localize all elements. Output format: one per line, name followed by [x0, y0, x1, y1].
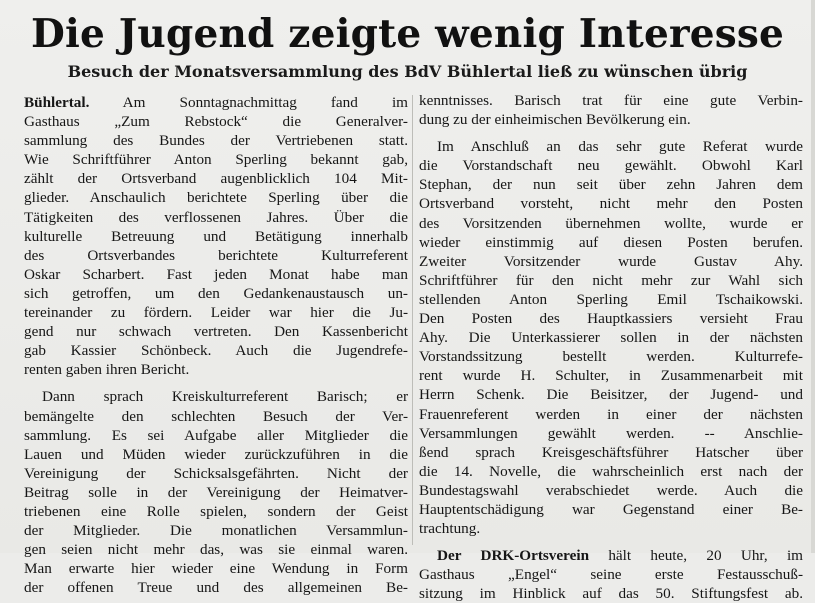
line-text: glieder. Anschaulich berichtete Sperling über die — [24, 189, 408, 207]
article-paragraph — [24, 387, 408, 597]
text-line — [419, 462, 803, 481]
text-line — [419, 443, 803, 462]
text-line — [24, 208, 408, 227]
column-separator — [412, 95, 413, 545]
line-text: Gasthaus „Engel“ seine erste Festausschuß- — [419, 566, 803, 584]
text-line — [24, 445, 408, 464]
text-line — [419, 347, 803, 366]
line-text: sich getroffen, um den Gedankenaustausch un- — [24, 284, 408, 302]
text-line — [24, 540, 408, 559]
text-line — [419, 110, 803, 129]
line-text: der Mitglieder. Die monatlichen Versammlun- — [24, 522, 408, 540]
article-paragraph — [24, 93, 408, 379]
text-line — [24, 150, 408, 169]
line-text: Stephan, der nun seit über zehn Jahren dem — [419, 176, 803, 194]
line-text: Hauptentschädigung war Gegenstand einer Be- — [419, 500, 803, 518]
line-text: gab Kassier Schönbeck. Auch die Jugendrefe- — [24, 342, 408, 360]
article-paragraph — [419, 137, 803, 538]
text-line — [24, 227, 408, 246]
text-line — [419, 233, 803, 252]
line-text: triebenen eine Rolle spielen, sondern der Geist — [24, 502, 408, 520]
line-text: tereinander zu fördern. Leider war hier die Ju- — [24, 304, 408, 322]
line-text: wieder einstimmig auf diesen Posten berufen. — [419, 233, 803, 251]
line-text: die 14. Novelle, die wahrscheinlich erst nach der — [419, 462, 803, 480]
line-text: kulturelle Betreuung und Betätigung innerhalb — [24, 227, 408, 245]
text-line — [24, 246, 408, 265]
headline: Die Jugend zeigte wenig Interesse — [30, 11, 785, 57]
line-text: gend nur schwach vertreten. Den Kassenbericht — [24, 323, 408, 341]
line-text: gen seien nicht mehr das, was sie einmal waren. — [24, 541, 408, 559]
line-text: Herrn Schenk. Die Beisitzer, der Jugend- und — [419, 386, 803, 404]
line-text: Gasthaus „Zum Rebstock“ die Generalver- — [24, 113, 408, 131]
text-line — [419, 328, 803, 347]
line-text: Oskar Scharbert. Fast jeden Monat habe man — [24, 265, 408, 283]
text-line — [419, 290, 803, 309]
line-text: des Ortsverbandes berichtete Kulturreferent — [24, 246, 408, 264]
text-line — [24, 131, 408, 150]
paragraph-gap — [24, 379, 408, 387]
line-text: Am Sonntagnachmittag fand im — [89, 94, 408, 111]
text-line — [24, 426, 408, 445]
text-line — [419, 519, 803, 538]
line-text: sammlung des Bundes der Vertriebenen statt. — [24, 132, 408, 150]
text-line — [24, 169, 408, 188]
text-line — [24, 387, 408, 406]
line-text: rent wurde H. Schulter, in Zusammenarbeit mit — [419, 367, 803, 385]
text-line — [24, 322, 408, 341]
line-text: zählt der Ortsverband augenblicklich 104 Mit- — [24, 170, 408, 188]
line-text: Versammlungen gewählt werden. -- Anschlie- — [419, 424, 803, 442]
line-text: Ahy. Die Unterkassierer sollen in der nächsten — [419, 329, 803, 347]
text-line — [419, 500, 803, 519]
line-text: die Vorstandschaft neu gewählt. Obwohl Karl — [419, 157, 803, 175]
text-line — [419, 309, 803, 328]
line-text: kenntnisses. Barisch trat für eine gute Verbin- — [419, 92, 803, 109]
paragraph-gap — [419, 129, 803, 137]
line-text: stellenden Anton Sperling Emil Tschaikowski. — [419, 290, 803, 308]
line-text: Den Posten des Hauptkassiers versieht Frau — [419, 310, 803, 328]
paragraph-gap — [419, 538, 803, 546]
line-text: Im Anschluß an das sehr gute Referat wurde — [437, 138, 803, 156]
text-line — [24, 464, 408, 483]
line-text: Zweiter Vorsitzender wurde Gustav Ahy. — [419, 252, 803, 270]
subheadline: Besuch der Monatsversammlung des BdV Bühlertal ließ zu wünschen übrig — [67, 62, 748, 81]
text-line — [24, 502, 408, 521]
text-line — [419, 91, 803, 110]
text-line — [419, 214, 803, 233]
text-line — [24, 188, 408, 207]
text-line — [419, 546, 803, 565]
line-text: Vorstandssitzung bestellt werden. Kulturrefe- — [419, 348, 803, 366]
text-line — [419, 481, 803, 500]
article-column-right — [419, 91, 803, 603]
text-line — [419, 137, 803, 156]
text-line — [419, 252, 803, 271]
line-text: des Vorsitzenden übernehmen wollte, wurde er — [419, 214, 803, 232]
text-line — [24, 284, 408, 303]
lead-in: Der DRK-Ortsverein — [437, 547, 590, 565]
text-line — [419, 271, 803, 290]
text-line — [24, 521, 408, 540]
text-line — [24, 265, 408, 284]
text-line — [419, 366, 803, 385]
text-line — [419, 405, 803, 424]
line-text: trachtung. — [419, 520, 481, 538]
text-line — [419, 194, 803, 213]
line-text: Beitrag solle in der Vereinigung der Heimatver- — [24, 483, 408, 501]
text-line — [24, 559, 408, 578]
text-line — [24, 360, 408, 379]
line-text: Dann sprach Kreiskulturreferent Barisch; er — [42, 388, 408, 406]
lead-in: Bühlertal. — [24, 94, 90, 111]
line-text: Frauenreferent werden in einer der nächsten — [419, 405, 803, 423]
line-text: bemängelte den schlechten Besuch der Ver- — [24, 407, 408, 425]
line-text: Man erwarte hier wieder eine Wendung in Form — [24, 560, 408, 578]
text-line — [419, 175, 803, 194]
text-line — [419, 156, 803, 175]
text-line — [419, 385, 803, 404]
text-line — [419, 565, 803, 584]
line-text: hält heute, 20 Uhr, im — [589, 547, 803, 565]
line-text: Bundestagswahl verabschiedet werde. Auch die — [419, 481, 803, 499]
article-paragraph — [419, 546, 803, 603]
line-text: Lauen und Müden wieder zurückzuführen in die — [24, 445, 408, 463]
article-column-left — [24, 93, 408, 597]
line-text: dung zu der einheimischen Bevölkerung ein. — [419, 111, 691, 129]
line-text: sitzung im Hinblick auf das 50. Stiftungsfest ab. — [419, 585, 803, 603]
line-text: ßend sprach Kreisgeschäftsführer Hatscher über — [419, 443, 803, 461]
article-paragraph — [419, 91, 803, 129]
page-edge — [811, 0, 815, 553]
line-text: Vereinigung der Schicksalsgefährten. Nicht der — [24, 464, 408, 482]
text-line — [24, 303, 408, 322]
line-text: Wie Schriftführer Anton Sperling bekannt gab, — [24, 151, 408, 169]
text-line — [24, 578, 408, 597]
line-text: Schriftführer für den nicht mehr zur Wahl sich — [419, 271, 803, 289]
line-text: der offenen Treue und des allgemeinen Be- — [24, 579, 408, 597]
line-text: Ortsverband vorsteht, nicht mehr den Posten — [419, 195, 803, 213]
text-line — [24, 483, 408, 502]
text-line — [24, 407, 408, 426]
text-line — [24, 93, 408, 112]
line-text: Tätigkeiten des verflossenen Jahres. Über die — [24, 208, 408, 226]
text-line — [419, 584, 803, 603]
text-line — [419, 424, 803, 443]
text-line — [24, 112, 408, 131]
text-line — [24, 341, 408, 360]
line-text: renten gaben ihren Bericht. — [24, 361, 190, 379]
line-text: sammlung. Es sei Aufgabe aller Mitglieder die — [24, 426, 408, 444]
